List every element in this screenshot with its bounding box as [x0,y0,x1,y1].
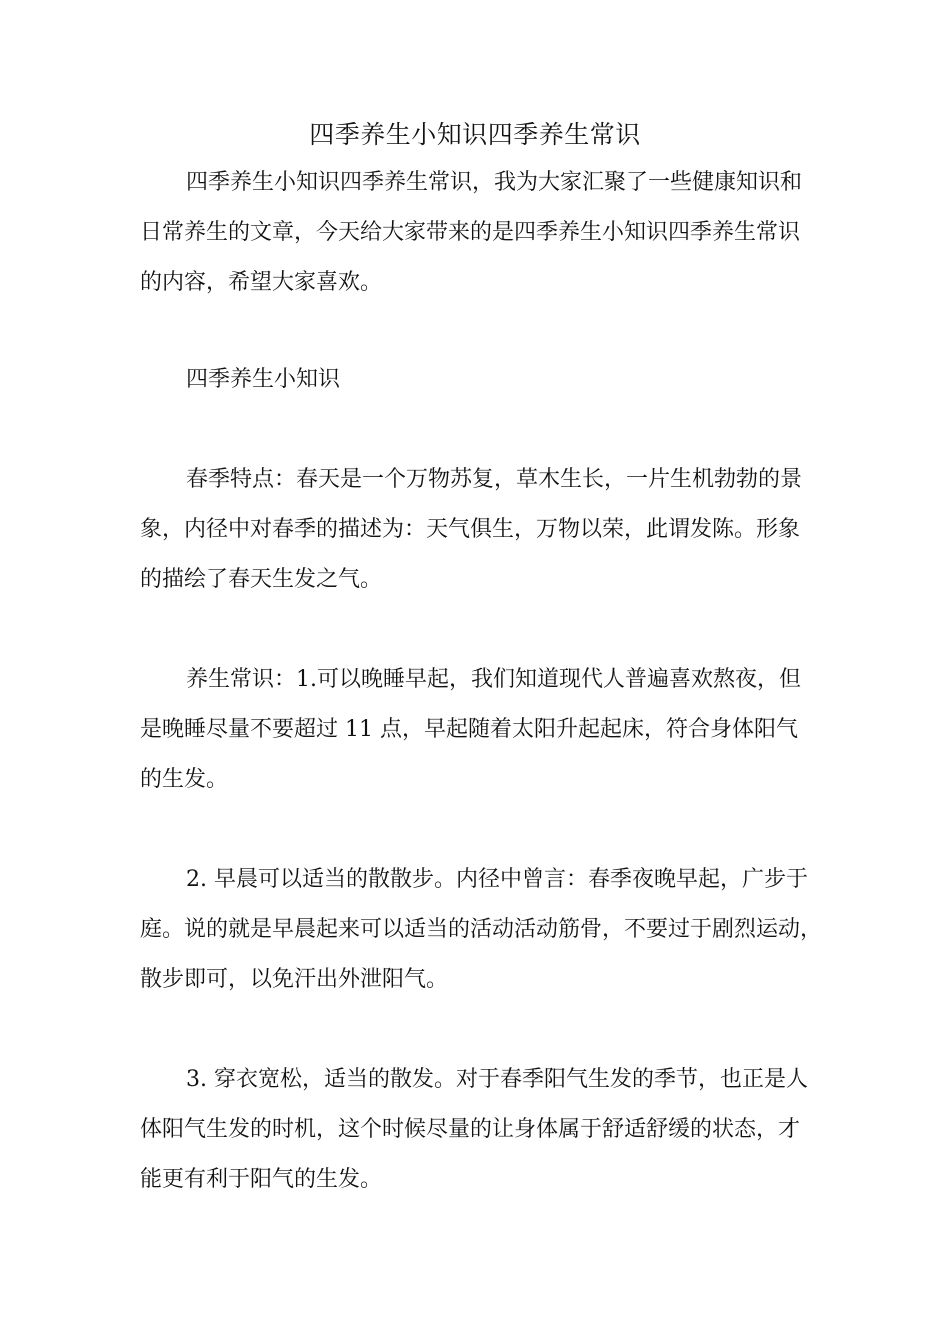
tip3-line-1: 3. 穿衣宽松，适当的散发。对于春季阳气生发的季节，也正是人 [186,1067,808,1092]
spring-paragraph [140,455,830,605]
tip3-line-3: 能更有利于阳气的生发。 [140,1167,383,1192]
intro-line-2: 日常养生的文章，今天给大家带来的是四季养生小知识四季养生常识 [140,220,801,245]
spring-line-1: 春季特点：春天是一个万物苏复，草木生长，一片生机勃勃的景 [186,467,803,492]
tip3-line-2: 体阳气生发的时机，这个时候尽量的让身体属于舒适舒缓的状态，才 [140,1117,801,1142]
document-title: 四季养生小知识四季养生常识 [309,120,641,149]
tip1-paragraph [140,655,830,805]
tip2-line-2: 庭。说的就是早晨起来可以适当的活动活动筋骨，不要过于剧烈运动， [140,917,823,942]
spring-line-3: 的描绘了春天生发之气。 [140,567,383,592]
tip2-line-1: 2. 早晨可以适当的散散步。内径中曾言：春季夜晚早起，广步于 [186,867,808,892]
tip2-line-3: 散步即可，以免汗出外泄阳气。 [140,967,449,992]
tip3-paragraph [140,1055,830,1205]
intro-paragraph [140,158,830,308]
intro-line-3: 的内容，希望大家喜欢。 [140,270,383,295]
section-heading-text: 四季养生小知识 [186,367,341,392]
tip1-line-2: 是晚睡尽量不要超过 11 点，早起随着太阳升起起床，符合身体阳气 [140,717,798,742]
intro-line-1: 四季养生小知识四季养生常识，我为大家汇聚了一些健康知识和 [186,170,803,195]
tip1-line-1: 养生常识：1.可以晚睡早起，我们知道现代人普遍喜欢熬夜，但 [186,667,801,692]
section-heading [140,355,830,405]
spring-line-2: 象，内径中对春季的描述为：天气俱生，万物以荣，此谓发陈。形象 [140,517,801,542]
tip1-line-3: 的生发。 [140,767,229,792]
tip2-paragraph [140,855,830,1005]
